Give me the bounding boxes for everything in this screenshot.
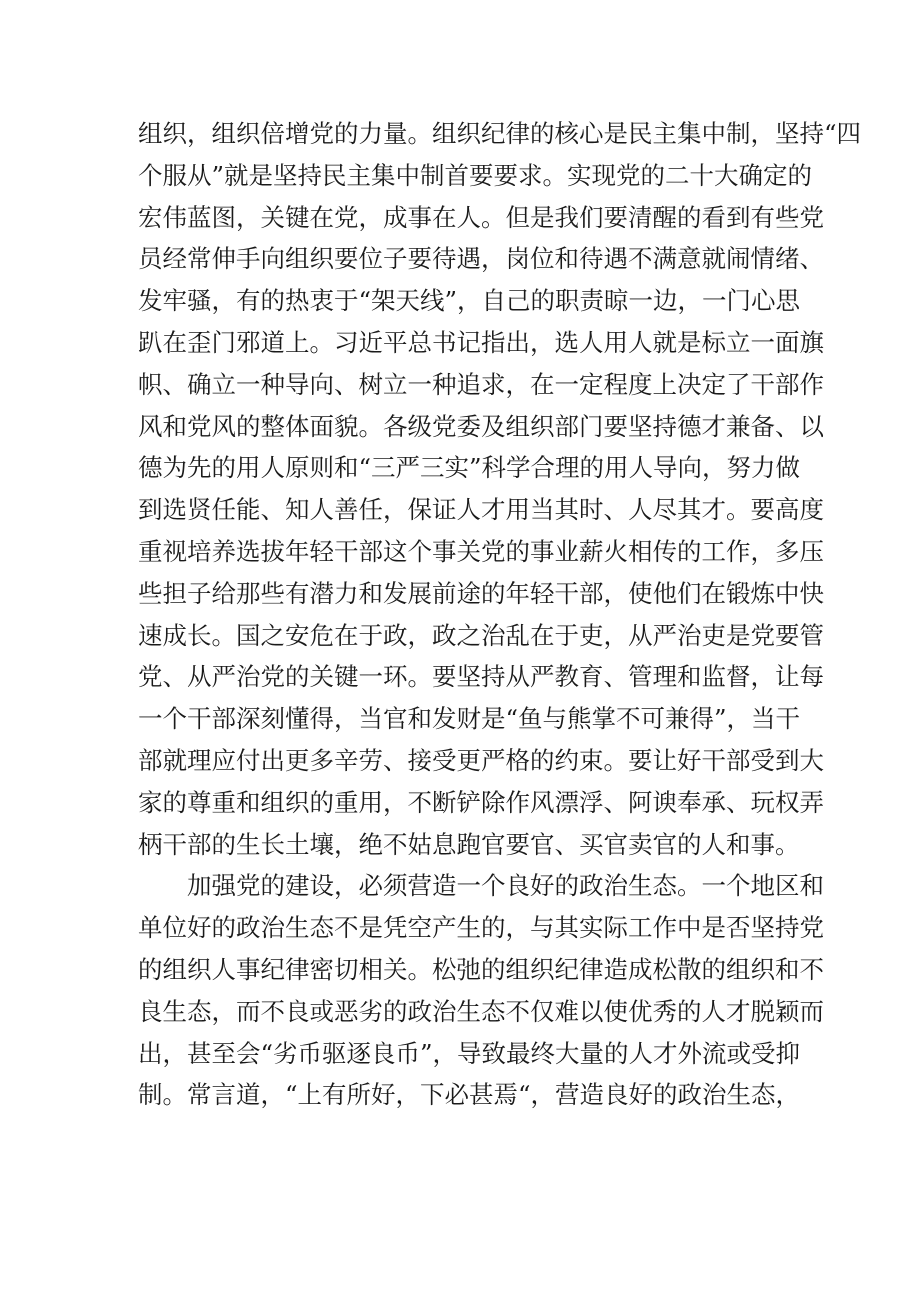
text-line: 个服从”就是坚持民主集中制首要要求。实现党的二十大确定的 [138,160,813,190]
text-line: 重视培养选拔年轻干部这个事关党的事业薪火相传的工作，多压 [138,536,824,566]
text-line: 家的尊重和组织的重用，不断铲除作风漂浮、阿谀奉承、玩权弄 [138,787,824,817]
text-line: 发牢骚，有的热衷于“架天线”，自己的职责晾一边，一门心思 [138,286,801,316]
text-line: 的组织人事纪律密切相关。松弛的组织纪律造成松散的组织和不 [138,954,824,984]
text-line: 良生态，而不良或恶劣的政治生态不仅难以使优秀的人才脱颖而 [138,996,824,1026]
text-line: 些担子给那些有潜力和发展前途的年轻干部，使他们在锻炼中快 [138,578,824,608]
text-line: 部就理应付出更多辛劳、接受更严格的约束。要让好干部受到大 [138,745,824,775]
text-line: 加强党的建设，必须营造一个良好的政治生态。一个地区和 [138,871,824,901]
text-line: 柄干部的生长土壤，绝不姑息跑官要官、买官卖官的人和事。 [138,829,800,859]
text-line: 帜、确立一种导向、树立一种追求，在一定程度上决定了干部作 [138,369,824,399]
text-line: 趴在歪门邪道上。习近平总书记指出，选人用人就是标立一面旗 [138,327,824,357]
text-line: 到选贤任能、知人善任，保证人才用当其时、人尽其才。要高度 [138,495,824,525]
text-line: 风和党风的整体面貌。各级党委及组织部门要坚持德才兼备、以 [138,411,824,441]
text-line: 组织，组织倍增党的力量。组织纪律的核心是民主集中制，坚持“四 [138,119,862,148]
text-line: 德为先的用人原则和“三严三实”科学合理的用人导向，努力做 [138,453,801,483]
text-line: 出，甚至会“劣币驱逐良币”，导致最终大量的人才外流或受抑 [138,1038,801,1068]
text-line: 一个干部深刻懂得，当官和发财是“鱼与熊掌不可兼得”，当干 [138,704,801,734]
paragraph-1 [138,113,862,865]
document-body [138,113,862,1116]
text-line: 速成长。国之安危在于政，政之治乱在于吏，从严治吏是党要管 [138,620,824,650]
paragraph-2 [138,865,824,1116]
text-line: 单位好的政治生态不是凭空产生的，与其实际工作中是否坚持党 [138,913,824,943]
text-line: 制。常言道，“上有所好，下必甚焉“，营造良好的政治生态， [138,1080,801,1110]
text-line: 员经常伸手向组织要位子要待遇，岗位和待遇不满意就闹情绪、 [138,244,824,274]
text-line: 党、从严治党的关键一环。要坚持从严教育、管理和监督，让每 [138,662,824,692]
text-line: 宏伟蓝图，关键在党，成事在人。但是我们要清醒的看到有些党 [138,202,824,232]
